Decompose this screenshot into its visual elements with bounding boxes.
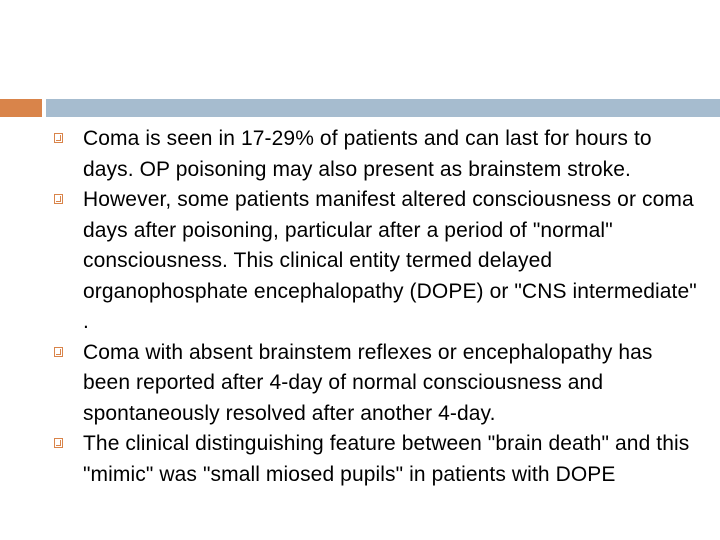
- bullet-item: [0, 185, 720, 338]
- bullet-text: The clinical distinguishing feature between "brain death" and this "mimic" was "small miosed pupils" in patients with DOPE: [83, 432, 690, 486]
- bullet-text: Coma is seen in 17-29% of patients and can last for hours to days. OP poisoning may also present as brainstem stroke.: [83, 127, 652, 181]
- bullet-item: [0, 124, 720, 185]
- bullet-list: [0, 124, 720, 490]
- bullet-text: However, some patients manifest altered consciousness or coma days after poisoning, particular after a period of "normal" consciousness. This clinical entity termed delayed organophosphate encephalopathy (DOPE) or "CNS intermediate" .: [83, 188, 697, 333]
- bullet-text: Coma with absent brainstem reflexes or encephalopathy has been reported after 4-day of normal consciousness and spontaneously resolved after another 4-day.: [83, 340, 653, 425]
- hollow-square-bullet-icon: [54, 194, 63, 204]
- bullet-item: [0, 338, 720, 430]
- hollow-square-bullet-icon: [54, 438, 63, 448]
- hollow-square-bullet-icon: [54, 133, 63, 143]
- orange-accent-bar: [0, 99, 42, 117]
- blue-accent-bar: [46, 99, 720, 117]
- bullet-item: [0, 429, 720, 490]
- hollow-square-bullet-icon: [54, 347, 63, 357]
